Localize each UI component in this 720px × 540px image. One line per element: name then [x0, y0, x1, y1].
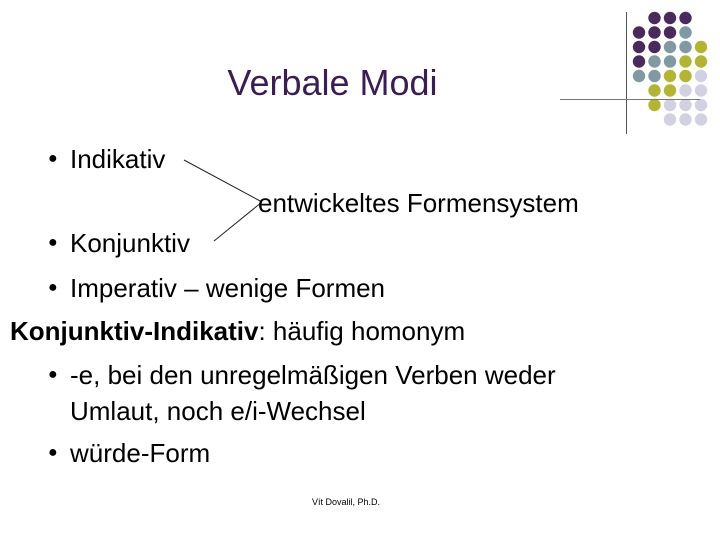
bullet-dot-icon — [48, 360, 58, 390]
footer-author: Vít Dovalil, Ph.D. — [312, 497, 381, 507]
item-imperativ: Imperativ – wenige Formen — [70, 273, 386, 303]
item-indikativ: Indikativ — [70, 144, 166, 174]
item-umlaut: Umlaut, noch e/i-Wechsel — [70, 396, 366, 426]
bullet-dot-icon — [48, 228, 58, 258]
item-formensystem: entwickeltes Formensystem — [258, 188, 579, 218]
konjunktiv-indikativ-desc: : häufig homonym — [258, 316, 466, 346]
item-wuerde-form: würde-Form — [70, 438, 211, 468]
item-endung-e: -e, bei den unregelmäßigen Verben weder — [70, 360, 556, 390]
item-konjunktiv: Konjunktiv — [70, 228, 190, 258]
bullet-dot-icon — [48, 273, 58, 303]
bullet-dot-icon — [48, 438, 58, 468]
bullet-dot-icon — [48, 144, 58, 174]
konjunktiv-indikativ-term: Konjunktiv-Indikativ — [10, 316, 259, 346]
item-konjunktiv-indikativ — [10, 316, 465, 346]
connector-konjunktiv — [214, 202, 262, 241]
slide-title: Verbale Modi — [227, 62, 438, 103]
connector-indikativ — [184, 160, 262, 202]
